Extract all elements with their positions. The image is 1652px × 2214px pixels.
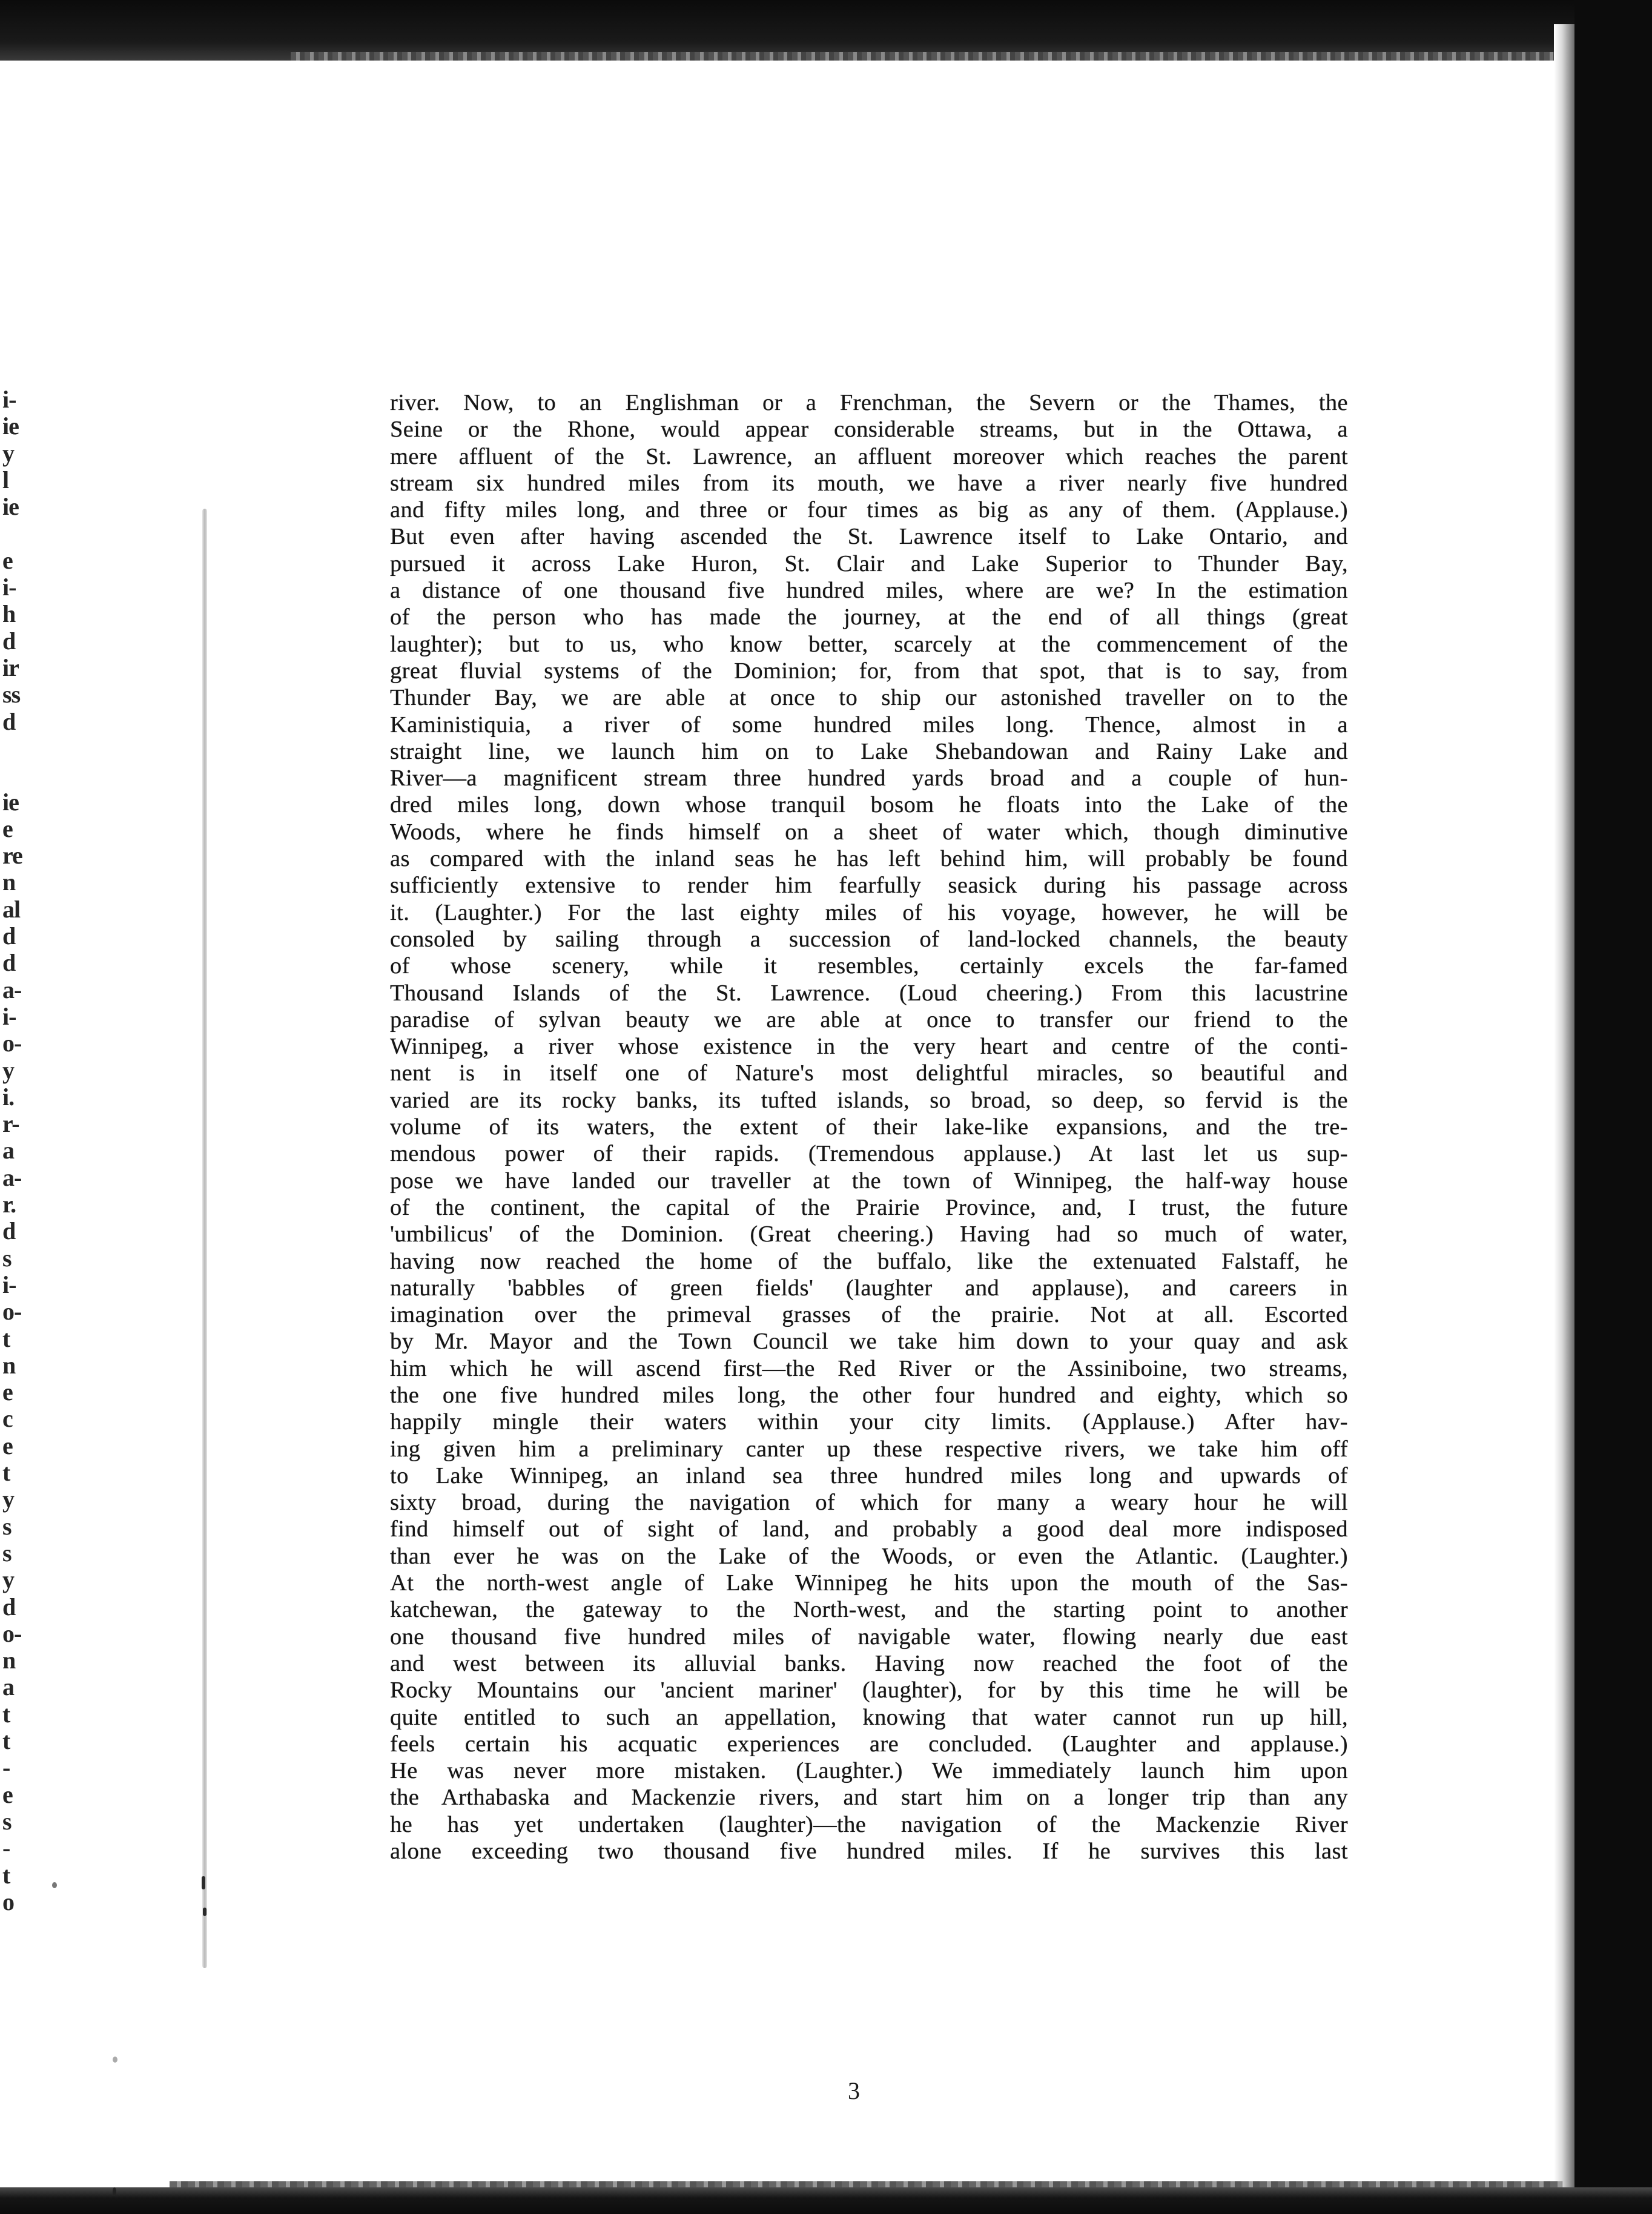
text-line: stream six hundred miles from its mouth, we have a river nearly five hundred [390,470,1348,496]
margin-fragment: al [2,895,21,923]
text-line: of whose scenery, while it resembles, certainly excels the far-famed [390,953,1348,979]
margin-fragment: d [2,1593,16,1621]
margin-fragment: s [2,1539,12,1567]
margin-fragment: i- [2,1271,16,1298]
scan-speck [113,2187,116,2196]
scan-edge-right [1574,0,1652,2214]
margin-fragment: r. [2,1191,16,1218]
margin-fragment: re [2,842,22,870]
margin-fragment: e [2,1378,13,1406]
margin-fragment: n [2,1351,16,1379]
margin-fragment: l [2,466,9,494]
text-line: nent is in itself one of Nature's most delightful miracles, so beautiful and [390,1060,1348,1086]
margin-fragment: a [2,1137,14,1165]
margin-fragment: a [2,1673,14,1701]
margin-fragment: s [2,1807,12,1835]
margin-fragment: ss [2,681,21,709]
text-line: At the north-west angle of Lake Winnipeg he hits upon the mouth of the Sas- [390,1570,1348,1596]
scan-edge-bottom [0,2187,1652,2214]
margin-fragment: y [2,1566,14,1594]
text-line: him which he will ascend first—the Red River or the Assiniboine, two streams, [390,1355,1348,1381]
scan-speck [52,1882,57,1888]
margin-fragment: i- [2,573,16,601]
margin-fragment: i. [2,1083,15,1111]
scan-edge-top [0,0,1652,61]
page-number: 3 [848,2077,860,2104]
margin-fragment: i- [2,1002,16,1030]
margin-fragment: d [2,922,16,950]
margin-fragment: ie [2,493,19,521]
text-line: naturally 'babbles of green fields' (laughter and applause), and careers in [390,1275,1348,1301]
text-line: straight line, we launch him on to Lake Shebandowan and Rainy Lake and [390,738,1348,764]
margin-fragment: d [2,707,16,735]
margin-fragment: - [2,1754,10,1782]
margin-fragment: ie [2,412,19,440]
margin-fragment: t [2,1459,10,1486]
text-line: mendous power of their rapids. (Tremendous applause.) At last let us sup- [390,1141,1348,1167]
margin-fragment: e [2,815,13,842]
text-line: Winnipeg, a river whose existence in the very heart and centre of the conti- [390,1034,1348,1060]
text-line: varied are its rocky banks, its tufted islands, so broad, so deep, so fervid is the [390,1087,1348,1113]
margin-fragment: ie [2,788,19,816]
text-line: Thousand Islands of the St. Lawrence. (Loud cheering.) From this lacustrine [390,980,1348,1006]
text-line: sufficiently extensive to render him fearfully seasick during his passage across [390,873,1348,899]
text-line: dred miles long, down whose tranquil bosom he floats into the Lake of the [390,792,1348,818]
text-line: Thunder Bay, we are able at once to ship our astonished traveller on to the [390,685,1348,711]
margin-fragment: e [2,1432,13,1459]
text-line: and fifty miles long, and three or four times as big as any of them. (Applause.) [390,497,1348,523]
text-line: consoled by sailing through a succession of land-locked channels, the beauty [390,926,1348,952]
text-line: Seine or the Rhone, would appear considerable streams, but in the Ottawa, a [390,417,1348,443]
text-line: find himself out of sight of land, and probably a good deal more indisposed [390,1516,1348,1542]
margin-fragment: e [2,1780,13,1808]
text-line: River—a magnificent stream three hundred yards broad and a couple of hun- [390,765,1348,791]
text-line: Rocky Mountains our 'ancient mariner' (laughter), for by this time he will be [390,1677,1348,1703]
text-line: and west between its alluvial banks. Having now reached the foot of the [390,1650,1348,1676]
margin-fragment: o [2,1888,14,1915]
text-line: He was never more mistaken. (Laughter.) We immediately launch him upon [390,1758,1348,1784]
margin-fragment: o- [2,1029,22,1057]
margin-fragment: y [2,1056,14,1084]
text-line: river. Now, to an Englishman or a Frenchman, the Severn or the Thames, the [390,390,1348,415]
text-line: sixty broad, during the navigation of which for many a weary hour he will [390,1490,1348,1516]
margin-fragment: t [2,1700,10,1728]
text-line: a distance of one thousand five hundred miles, where are we? In the estimation [390,578,1348,604]
text-line: by Mr. Mayor and the Town Council we take him down to your quay and ask [390,1329,1348,1355]
margin-fragment: c [2,1405,13,1433]
gutter-mark [203,1908,206,1916]
text-line: he has yet undertaken (laughter)—the navigation of the Mackenzie River [390,1811,1348,1837]
margin-fragment: s [2,1244,12,1272]
text-line: feels certain his acquatic experiences are concluded. (Laughter and applause.) [390,1731,1348,1757]
text-line: the Arthabaska and Mackenzie rivers, and start him on a longer trip than any [390,1785,1348,1811]
text-line: great fluvial systems of the Dominion; for, from that spot, that is to say, from [390,658,1348,684]
margin-fragment: t [2,1324,10,1352]
text-line: of the continent, the capital of the Prairie Province, and, I trust, the future [390,1194,1348,1220]
text-line: to Lake Winnipeg, an inland sea three hundred miles long and upwards of [390,1462,1348,1489]
gutter-fold-line [202,509,207,1968]
text-line: as compared with the inland seas he has left behind him, will probably be found [390,846,1348,872]
margin-fragment: o- [2,1619,22,1647]
margin-fragment: t [2,1861,10,1889]
text-line: imagination over the primeval grasses of the prairie. Not at all. Escorted [390,1302,1348,1328]
margin-fragment: y [2,1485,14,1513]
text-line: ing given him a preliminary canter up these respective rivers, we take him off [390,1436,1348,1462]
text-line: mere affluent of the St. Lawrence, an affluent moreover which reaches the parent [390,443,1348,469]
margin-fragment: d [2,1217,16,1245]
margin-fragment: d [2,627,16,655]
scan-page-edge-shadow [1554,24,1574,2214]
text-line: pose we have landed our traveller at the town of Winnipeg, the half-way house [390,1168,1348,1194]
margin-fragment: t [2,1727,10,1754]
text-line: katchewan, the gateway to the North-west, and the starting point to another [390,1597,1348,1623]
text-line: 'umbilicus' of the Dominion. (Great cheering.) Having had so much of water, [390,1221,1348,1247]
margin-fragment: h [2,600,16,628]
text-line: Woods, where he finds himself on a sheet of water which, though diminutive [390,819,1348,845]
margin-fragment: a- [2,1163,22,1191]
scan-speck [113,2057,117,2063]
text-line: laughter); but to us, who know better, scarcely at the commencement of the [390,631,1348,657]
margin-fragment: r- [2,1110,19,1138]
adjacent-page-fragments [0,388,24,1962]
text-line: But even after having ascended the St. Lawrence itself to Lake Ontario, and [390,524,1348,550]
text-line: paradise of sylvan beauty we are able at once to transfer our friend to the [390,1006,1348,1033]
text-line: one thousand five hundred miles of navigable water, flowing nearly due east [390,1624,1348,1650]
gutter-mark [202,1876,205,1889]
body-text [390,389,1348,1865]
margin-fragment: n [2,868,16,896]
scan-edge-bottom-noise [170,2181,1562,2187]
text-line: than ever he was on the Lake of the Woods, or even the Atlantic. (Laughter.) [390,1543,1348,1569]
text-line: alone exceeding two thousand five hundred miles. If he survives this last [390,1839,1348,1865]
margin-fragment: n [2,1647,16,1674]
text-line: volume of its waters, the extent of their lake-like expansions, and the tre- [390,1114,1348,1140]
margin-fragment: i- [2,386,16,413]
text-line: Kaministiquia, a river of some hundred miles long. Thence, almost in a [390,712,1348,738]
margin-fragment: a- [2,976,22,1003]
text-line: having now reached the home of the buffalo, like the extenuated Falstaff, he [390,1248,1348,1274]
text-line: it. (Laughter.) For the last eighty miles of his voyage, however, he will be [390,899,1348,925]
text-line: quite entitled to such an appellation, knowing that water cannot run up hill, [390,1704,1348,1730]
margin-fragment: d [2,949,16,977]
text-line: of the person who has made the journey, at the end of all things (great [390,604,1348,630]
text-line: pursued it across Lake Huron, St. Clair and Lake Superior to Thunder Bay, [390,550,1348,577]
margin-fragment: s [2,1512,12,1540]
margin-fragment: y [2,439,14,467]
margin-fragment: - [2,1834,10,1862]
margin-fragment: o- [2,1298,22,1326]
margin-fragment: e [2,546,13,574]
text-line: the one five hundred miles long, the other four hundred and eighty, which so [390,1382,1348,1408]
scan-edge-top-noise [291,52,1574,61]
margin-fragment: ir [2,654,19,681]
text-line: happily mingle their waters within your city limits. (Applause.) After hav- [390,1409,1348,1435]
